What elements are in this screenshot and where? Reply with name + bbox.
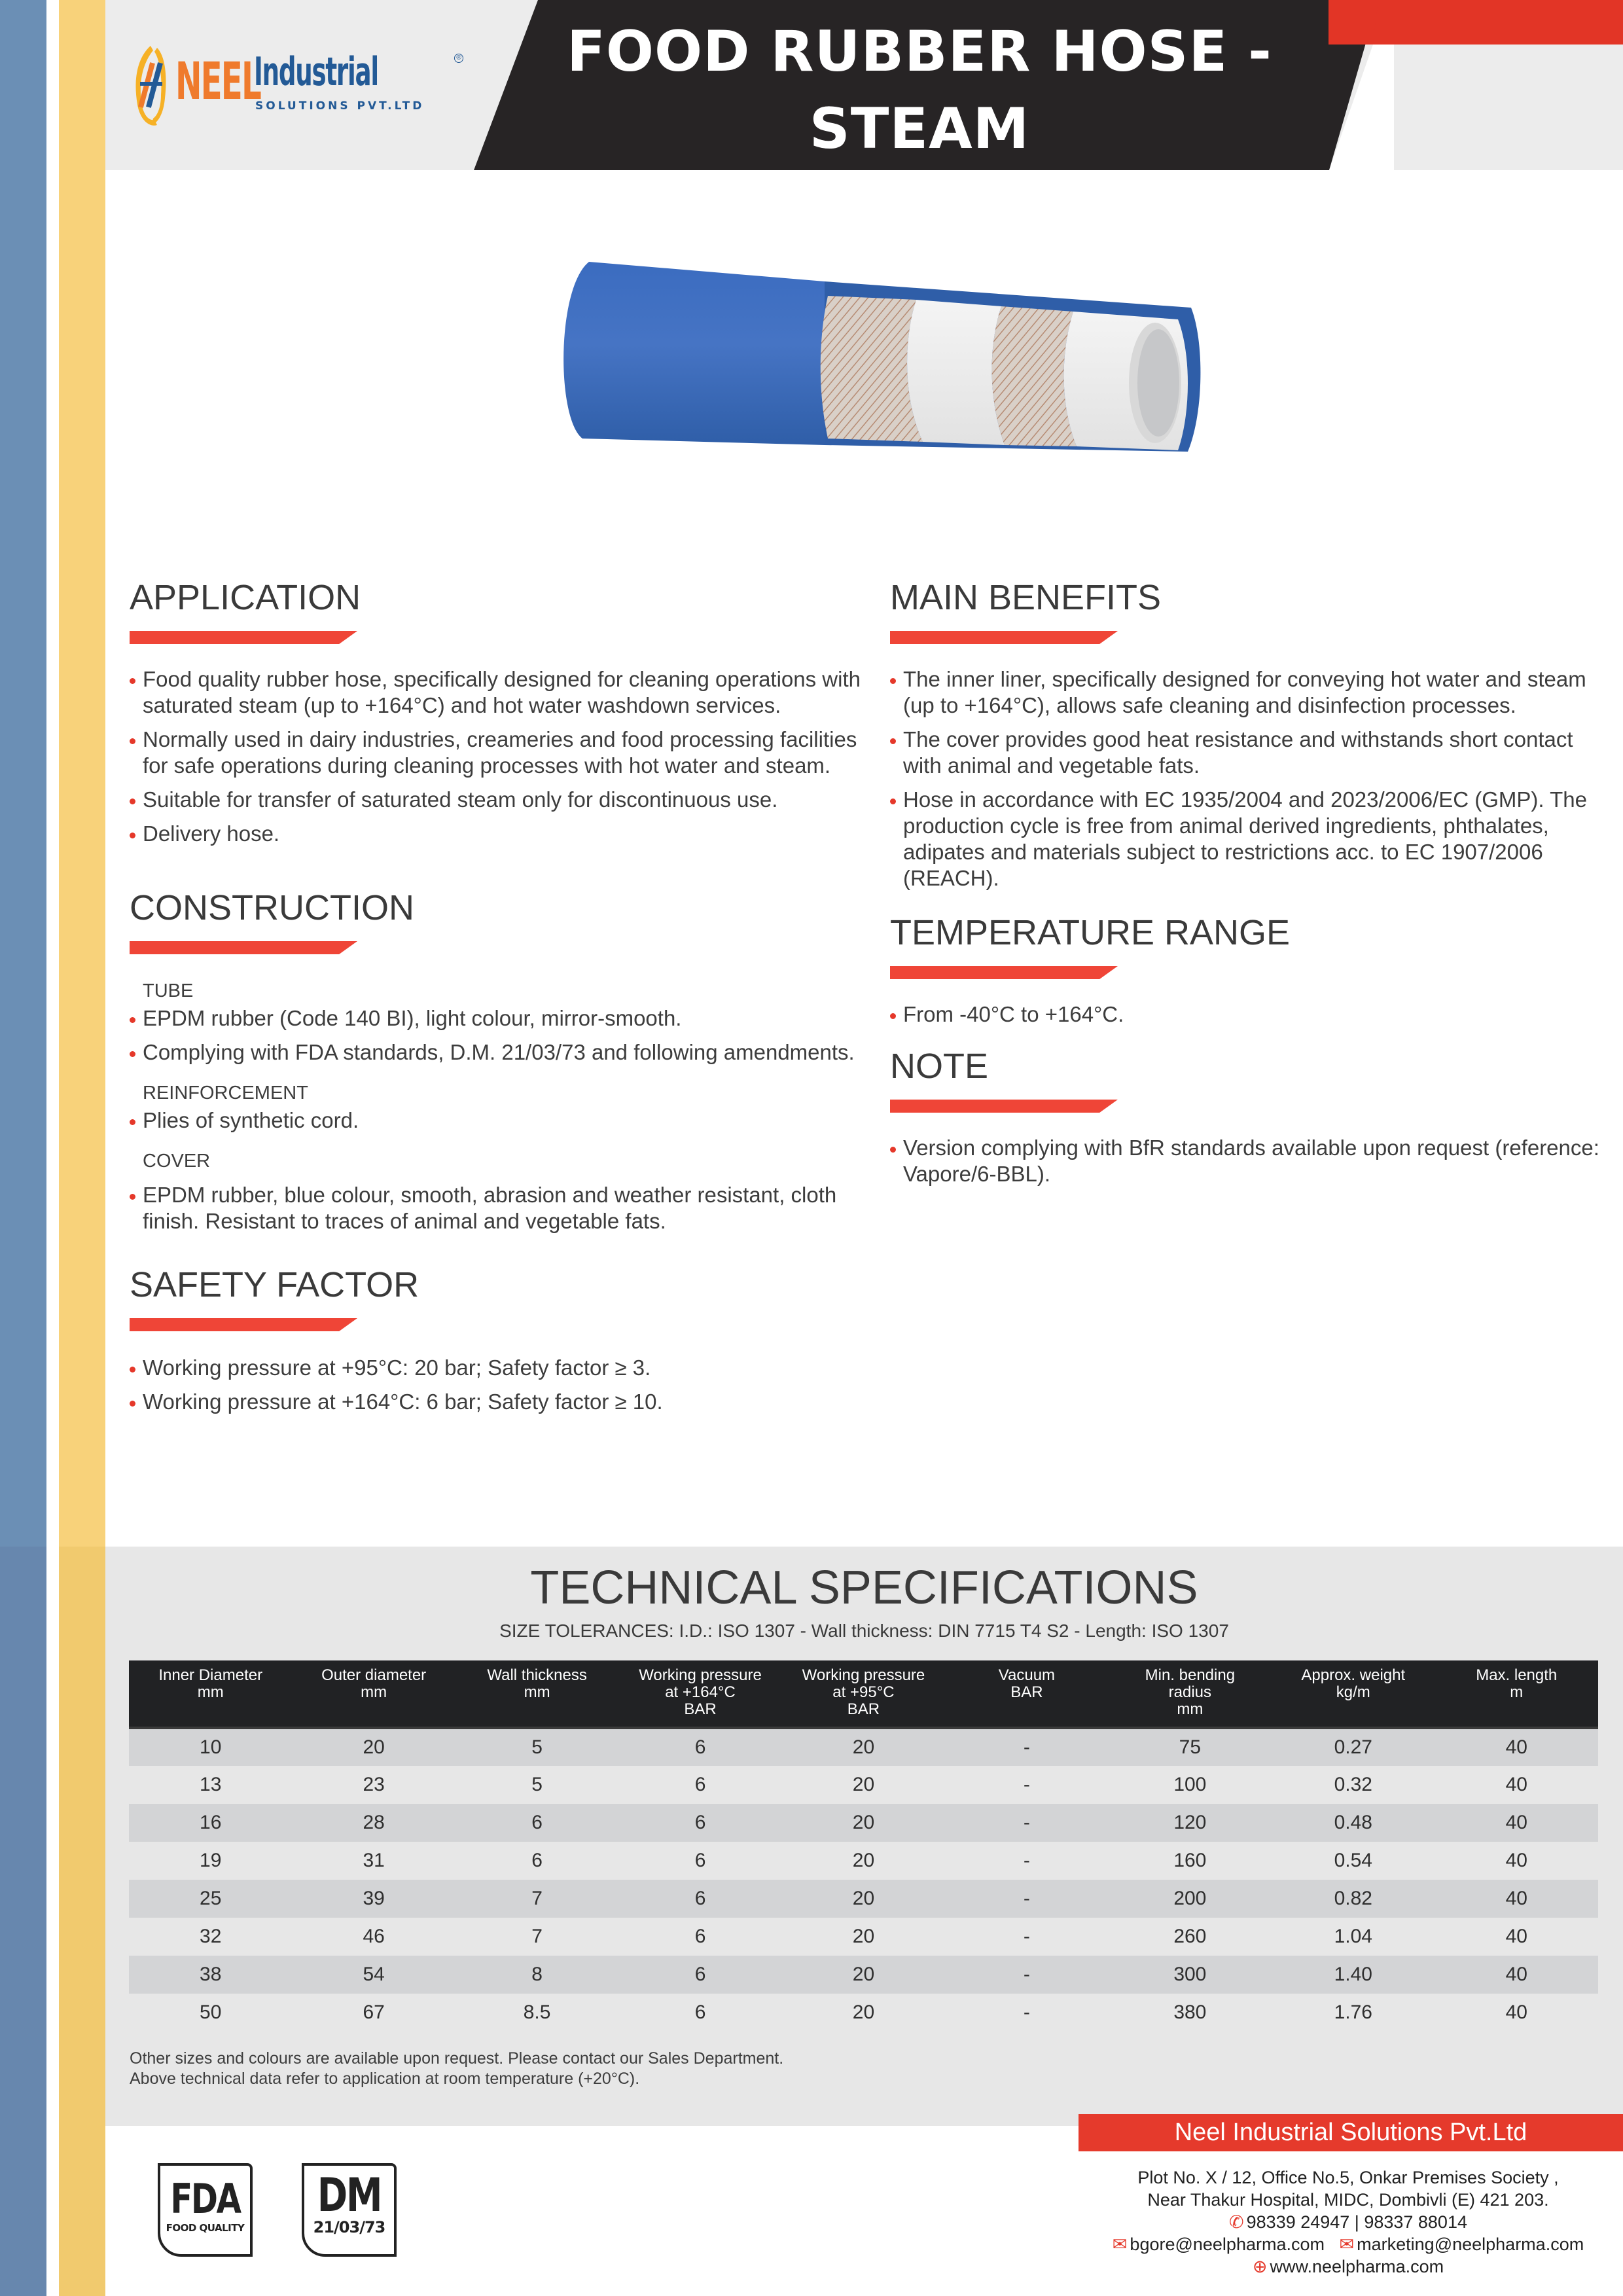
tube-list [130,1005,869,1066]
table-cell: 1.40 [1272,1956,1435,1994]
table-cell: - [945,1994,1108,2032]
page-title: FOOD RUBBER HOSE - STEAM [567,19,1272,162]
spec-column-header [292,1660,455,1728]
heading-underline [130,941,357,954]
table-cell: 50 [129,1994,292,2032]
table-cell: 20 [782,1918,945,1956]
phone-line [1073,2211,1623,2233]
list-item: Suitable for transfer of saturated steam only for discontinuous use. [130,787,869,813]
address-line-1: Plot No. X / 12, Office No.5, Onkar Premises Society , [1137,2168,1559,2187]
reinforcement-label: REINFORCEMENT [143,1083,308,1103]
spec-column-header [945,1660,1108,1728]
table-cell: 31 [292,1842,455,1880]
spec-column-header [129,1660,292,1728]
table-cell: 0.54 [1272,1842,1435,1880]
heading-underline [130,1318,357,1331]
spec-column-header-line: mm [197,1683,224,1701]
spec-column-header-line: BAR [1010,1683,1043,1701]
safety-factor-heading: SAFETY FACTOR [130,1265,419,1304]
table-cell: 28 [292,1804,455,1842]
table-row [129,1766,1598,1804]
table-cell: 40 [1435,1804,1599,1842]
spec-column-header [1272,1660,1435,1728]
globe-icon: ⊕ [1252,2257,1268,2276]
table-row [129,1880,1598,1918]
table-cell: 8.5 [455,1994,618,2032]
fda-food-quality-badge [158,2163,253,2257]
cover-list [130,1182,869,1234]
list-item: Complying with FDA standards, D.M. 21/03/73 and following amendments. [130,1039,869,1066]
logo-text-neel: NEEL [175,52,260,111]
list-item: Working pressure at +164°C: 6 bar; Safety factor ≥ 10. [130,1389,869,1415]
spec-column-header-line: m [1510,1683,1524,1701]
tech-specs-heading: TECHNICAL SPECIFICATIONS [530,1562,1198,1614]
table-cell: 380 [1109,1994,1272,2032]
table-cell: 100 [1109,1766,1272,1804]
table-cell: 20 [782,1880,945,1918]
list-item: The cover provides good heat resistance and withstands short contact with animal and vegetable fats. [890,726,1610,779]
spec-column-header-line: mm [1177,1700,1204,1718]
table-cell: 0.32 [1272,1766,1435,1804]
table-row [129,1728,1598,1766]
table-cell: 20 [782,1994,945,2032]
email-icon: ✉ [1112,2234,1128,2254]
spec-column-header-line: at +164°C [665,1683,736,1701]
spec-column-header [782,1660,945,1728]
list-item: Version complying with BfR standards available upon request (reference: Vapore/6-BBL). [890,1135,1610,1187]
tube-label: TUBE [143,980,194,1001]
email-link-1[interactable]: bgore@neelpharma.com [1130,2234,1325,2254]
reinforcement-list [130,1107,869,1134]
table-cell: 6 [618,1956,781,1994]
spec-column-header [1109,1660,1272,1728]
spec-column-header-line: Wall thickness [487,1666,587,1684]
table-cell: 300 [1109,1956,1272,1994]
table-cell: 46 [292,1918,455,1956]
table-cell: 1.04 [1272,1918,1435,1956]
note-list [890,1135,1610,1187]
spec-column-header-line: Working pressure [802,1666,925,1684]
construction-heading: CONSTRUCTION [130,888,414,927]
table-cell: 6 [618,1766,781,1804]
company-logo [131,39,471,131]
table-cell: 0.27 [1272,1728,1435,1766]
application-heading: APPLICATION [130,578,361,617]
list-item: Working pressure at +95°C: 20 bar; Safety factor ≥ 3. [130,1355,869,1381]
spec-column-header [455,1660,618,1728]
phone-icon: ✆ [1229,2212,1244,2232]
table-cell: 13 [129,1766,292,1804]
email-icon: ✉ [1339,2234,1355,2254]
table-row [129,1994,1598,2032]
table-cell: 67 [292,1994,455,2032]
table-cell: 6 [618,1804,781,1842]
table-cell: 6 [618,1728,781,1766]
phone-numbers[interactable]: 98339 24947 | 98337 88014 [1246,2212,1467,2232]
spec-table-header-row [129,1660,1598,1728]
website-line [1073,2255,1623,2278]
spec-column-header-line: kg/m [1336,1683,1370,1701]
table-cell: 38 [129,1956,292,1994]
tech-specs-notes [130,2049,783,2089]
table-cell: 5 [455,1766,618,1804]
table-cell: 40 [1435,1918,1599,1956]
table-cell: 40 [1435,1766,1599,1804]
list-item: Food quality rubber hose, specifically designed for cleaning operations with saturated steam (up to +164°C) and hot water washdown services. [130,666,869,719]
spec-column-header-line: mm [524,1683,550,1701]
table-cell: 40 [1435,1994,1599,2032]
table-cell: - [945,1956,1108,1994]
logo-mark-icon [131,43,170,128]
list-item: EPDM rubber, blue colour, smooth, abrasion and weather resistant, cloth finish. Resistant to traces of animal and vegetable fats. [130,1182,869,1234]
note-section [890,1049,1610,1195]
list-item: The inner liner, specifically designed for conveying hot water and steam (up to +164°C), allows safe cleaning and disinfection processes. [890,666,1610,719]
table-cell: 6 [618,1880,781,1918]
spec-column-header-line: BAR [684,1700,717,1718]
table-cell: 40 [1435,1956,1599,1994]
safety-factor-list [130,1355,869,1415]
dm-badge-caption: 21/03/73 [313,2218,385,2236]
table-cell: 20 [782,1804,945,1842]
table-cell: 20 [782,1842,945,1880]
spec-column-header-line: Max. length [1476,1666,1558,1684]
table-cell: 7 [455,1918,618,1956]
spec-column-header-line: Approx. weight [1301,1666,1406,1684]
table-cell: - [945,1804,1108,1842]
table-cell: - [945,1918,1108,1956]
table-cell: - [945,1842,1108,1880]
spec-column-header [1435,1660,1599,1728]
table-cell: 6 [618,1918,781,1956]
spec-column-header [618,1660,781,1728]
temperature-range-list [890,1001,1610,1028]
table-cell: 20 [782,1956,945,1994]
list-item: From -40°C to +164°C. [890,1001,1610,1028]
table-cell: 6 [455,1804,618,1842]
table-cell: 120 [1109,1804,1272,1842]
main-benefits-heading: MAIN BENEFITS [890,578,1162,617]
table-cell: 260 [1109,1918,1272,1956]
contact-company-banner: Neel Industrial Solutions Pvt.Ltd [1079,2114,1623,2151]
temperature-range-heading: TEMPERATURE RANGE [890,913,1291,952]
list-item: Normally used in dairy industries, creameries and food processing facilities for safe operations during cleaning processes with hot water and steam. [130,726,869,779]
table-cell: 19 [129,1842,292,1880]
table-row [129,1804,1598,1842]
table-cell: 40 [1435,1842,1599,1880]
heading-underline [890,1100,1118,1113]
table-cell: 25 [129,1880,292,1918]
table-cell: 6 [618,1842,781,1880]
list-item: Hose in accordance with EC 1935/2004 and 2023/2006/EC (GMP). The production cycle is free from animal derived ingredients, phthalates, adipates and materials subject to restrictions acc. to EC 1907/2006 (REACH). [890,787,1610,891]
spec-column-header-line: mm [361,1683,387,1701]
spec-column-header-line: Inner Diameter [158,1666,263,1684]
table-cell: - [945,1728,1108,1766]
table-cell: 6 [455,1842,618,1880]
table-cell: 20 [782,1766,945,1804]
main-benefits-list [890,666,1610,891]
table-cell: 160 [1109,1842,1272,1880]
spec-table-body [129,1728,1598,2032]
fda-badge-caption: FOOD QUALITY [166,2222,245,2234]
table-cell: 40 [1435,1880,1599,1918]
table-cell: 0.82 [1272,1880,1435,1918]
note-heading: NOTE [890,1047,989,1086]
table-cell: 6 [618,1994,781,2032]
table-cell: 1.76 [1272,1994,1435,2032]
heading-underline [130,631,357,644]
construction-section [130,890,869,1242]
email-line [1073,2233,1623,2255]
fda-badge-title: FDA [170,2175,240,2223]
cover-label: COVER [143,1151,211,1172]
heading-underline [890,631,1118,644]
tech-note: Above technical data refer to application at room temperature (+20°C). [130,2070,640,2088]
spec-table [129,1660,1598,2032]
decor-stripe-blue-lower [0,1547,46,2296]
spec-column-header-line: Outer diameter [321,1666,427,1684]
product-image-hose [550,249,1243,478]
table-cell: 39 [292,1880,455,1918]
application-section [130,580,869,855]
spec-column-header-line: Vacuum [998,1666,1056,1684]
logo-text-industrial: Industrial [254,49,378,95]
table-cell: 200 [1109,1880,1272,1918]
table-row [129,1918,1598,1956]
trademark-icon: ® [454,54,463,63]
application-list [130,666,869,847]
table-cell: 75 [1109,1728,1272,1766]
dm-badge-title: DM [317,2168,382,2222]
logo-tagline: SOLUTIONS PVT.LTD [255,99,425,113]
table-cell: 23 [292,1766,455,1804]
table-cell: 8 [455,1956,618,1994]
table-cell: 0.48 [1272,1804,1435,1842]
address-line-2: Near Thakur Hospital, MIDC, Dombivli (E) 421 203. [1147,2190,1549,2210]
spec-column-header-line: at +95°C [832,1683,895,1701]
table-cell: 7 [455,1880,618,1918]
table-row [129,1842,1598,1880]
dm-badge [302,2163,397,2257]
table-cell: 16 [129,1804,292,1842]
main-benefits-section [890,580,1610,899]
list-item: Delivery hose. [130,821,869,847]
table-row [129,1956,1598,1994]
table-cell: 20 [782,1728,945,1766]
table-cell: 10 [129,1728,292,1766]
table-cell: 54 [292,1956,455,1994]
table-cell: 32 [129,1918,292,1956]
table-cell: - [945,1766,1108,1804]
spec-column-header-line: Min. bending [1145,1666,1236,1684]
spec-column-header-line: Working pressure [639,1666,762,1684]
list-item: Plies of synthetic cord. [130,1107,869,1134]
heading-underline [890,966,1118,979]
table-cell: 20 [292,1728,455,1766]
contact-block [1073,2166,1623,2278]
tech-note: Other sizes and colours are available upon request. Please contact our Sales Department. [130,2049,784,2068]
table-cell: - [945,1880,1108,1918]
spec-column-header-line: radius [1168,1683,1212,1701]
safety-factor-section [130,1267,869,1423]
temperature-range-section [890,915,1610,1035]
list-item: EPDM rubber (Code 140 BI), light colour, mirror-smooth. [130,1005,869,1031]
tech-specs-subtitle: SIZE TOLERANCES: I.D.: ISO 1307 - Wall thickness: DIN 7715 T4 S2 - Length: ISO 1307 [499,1621,1229,1641]
website-link[interactable]: www.neelpharma.com [1270,2257,1444,2276]
decor-stripe-yellow-lower [59,1547,105,2296]
spec-column-header-line: BAR [847,1700,880,1718]
email-link-2[interactable]: marketing@neelpharma.com [1357,2234,1584,2254]
table-cell: 40 [1435,1728,1599,1766]
table-cell: 5 [455,1728,618,1766]
